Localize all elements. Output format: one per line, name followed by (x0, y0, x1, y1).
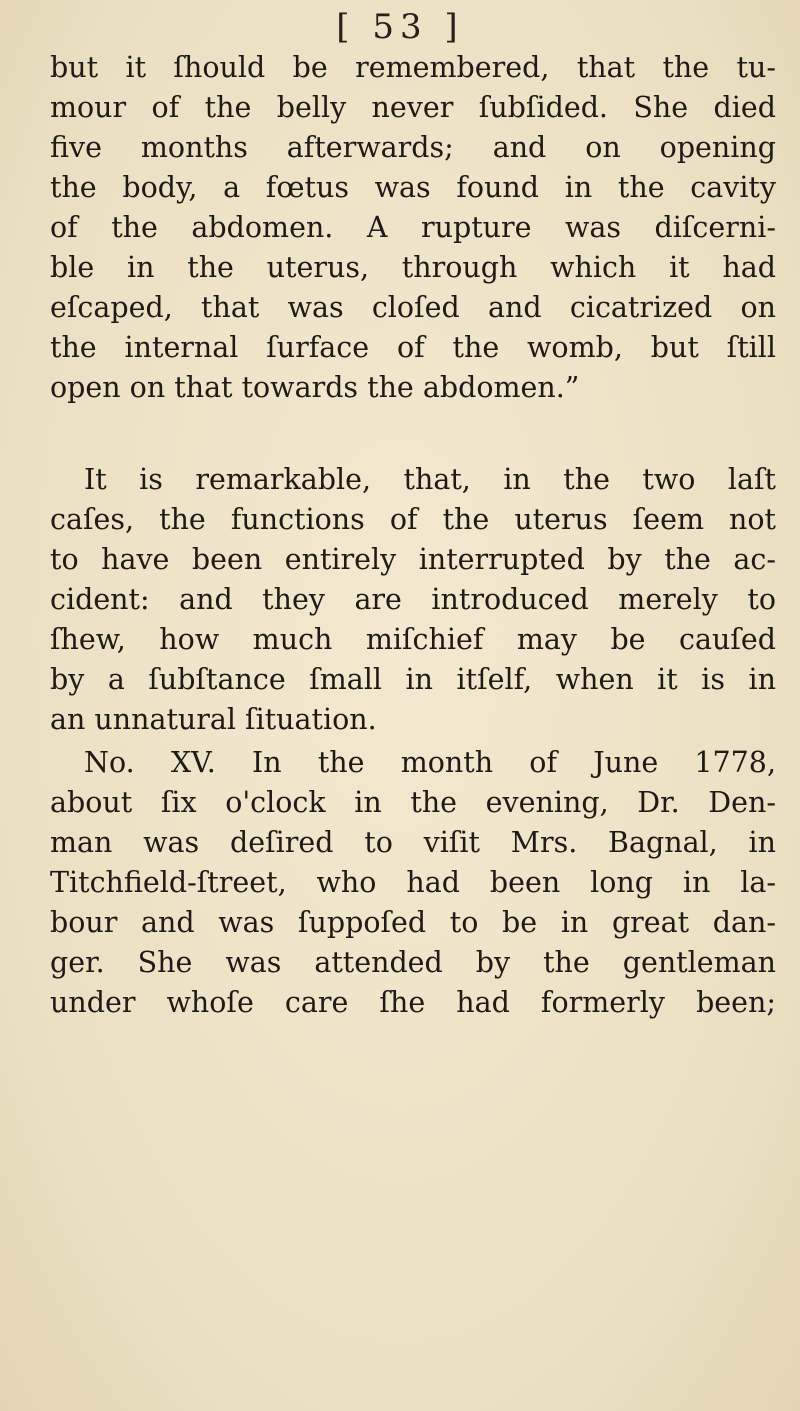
page-number: [ 53 ] (336, 7, 464, 47)
text-line: Titchfield-ſtreet, who had been long in la- (50, 866, 776, 899)
text-line: eſcaped, that was cloſed and cicatrized on (50, 291, 776, 324)
paragraph-2 (50, 460, 776, 740)
text-line: man was deſired to viſit Mrs. Bagnal, in (50, 826, 776, 859)
text-line: under whoſe care ſhe had formerly been; (50, 986, 776, 1019)
text-line: five months afterwards; and on opening (50, 131, 776, 164)
text-line: ger. She was attended by the gentleman (50, 946, 776, 979)
text-line: cident: and they are introduced merely to (50, 583, 776, 616)
text-line: to have been entirely interrupted by the ac- (50, 543, 776, 576)
paragraph-3 (50, 743, 776, 1023)
text-line: bour and was ſuppoſed to be in great dan- (50, 906, 776, 939)
text-line: but it ſhould be remembered, that the tu- (50, 51, 776, 84)
text-line: an unnatural ſituation. (50, 703, 377, 736)
text-line: mour of the belly never ſubſided. She died (50, 91, 776, 124)
text-line: about ſix o'clock in the evening, Dr. Den- (50, 786, 776, 819)
text-line: the internal ſurface of the womb, but ſtill (50, 331, 776, 364)
text-line: ſhew, how much miſchief may be cauſed (50, 623, 776, 656)
paragraph-1 (50, 48, 776, 408)
text-line: ble in the uterus, through which it had (50, 251, 776, 284)
text-line: It is remarkable, that, in the two laſt (84, 463, 776, 496)
text-line: of the abdomen. A rupture was diſcerni- (50, 211, 776, 244)
text-line: caſes, the functions of the uterus ſeem not (50, 503, 776, 536)
text-line: the body, a fœtus was found in the cavity (50, 171, 776, 204)
text-line: No. XV. In the month of June 1778, (84, 746, 776, 779)
text-line: open on that towards the abdomen.” (50, 371, 580, 404)
text-line: by a ſubſtance ſmall in itſelf, when it is in (50, 663, 776, 696)
